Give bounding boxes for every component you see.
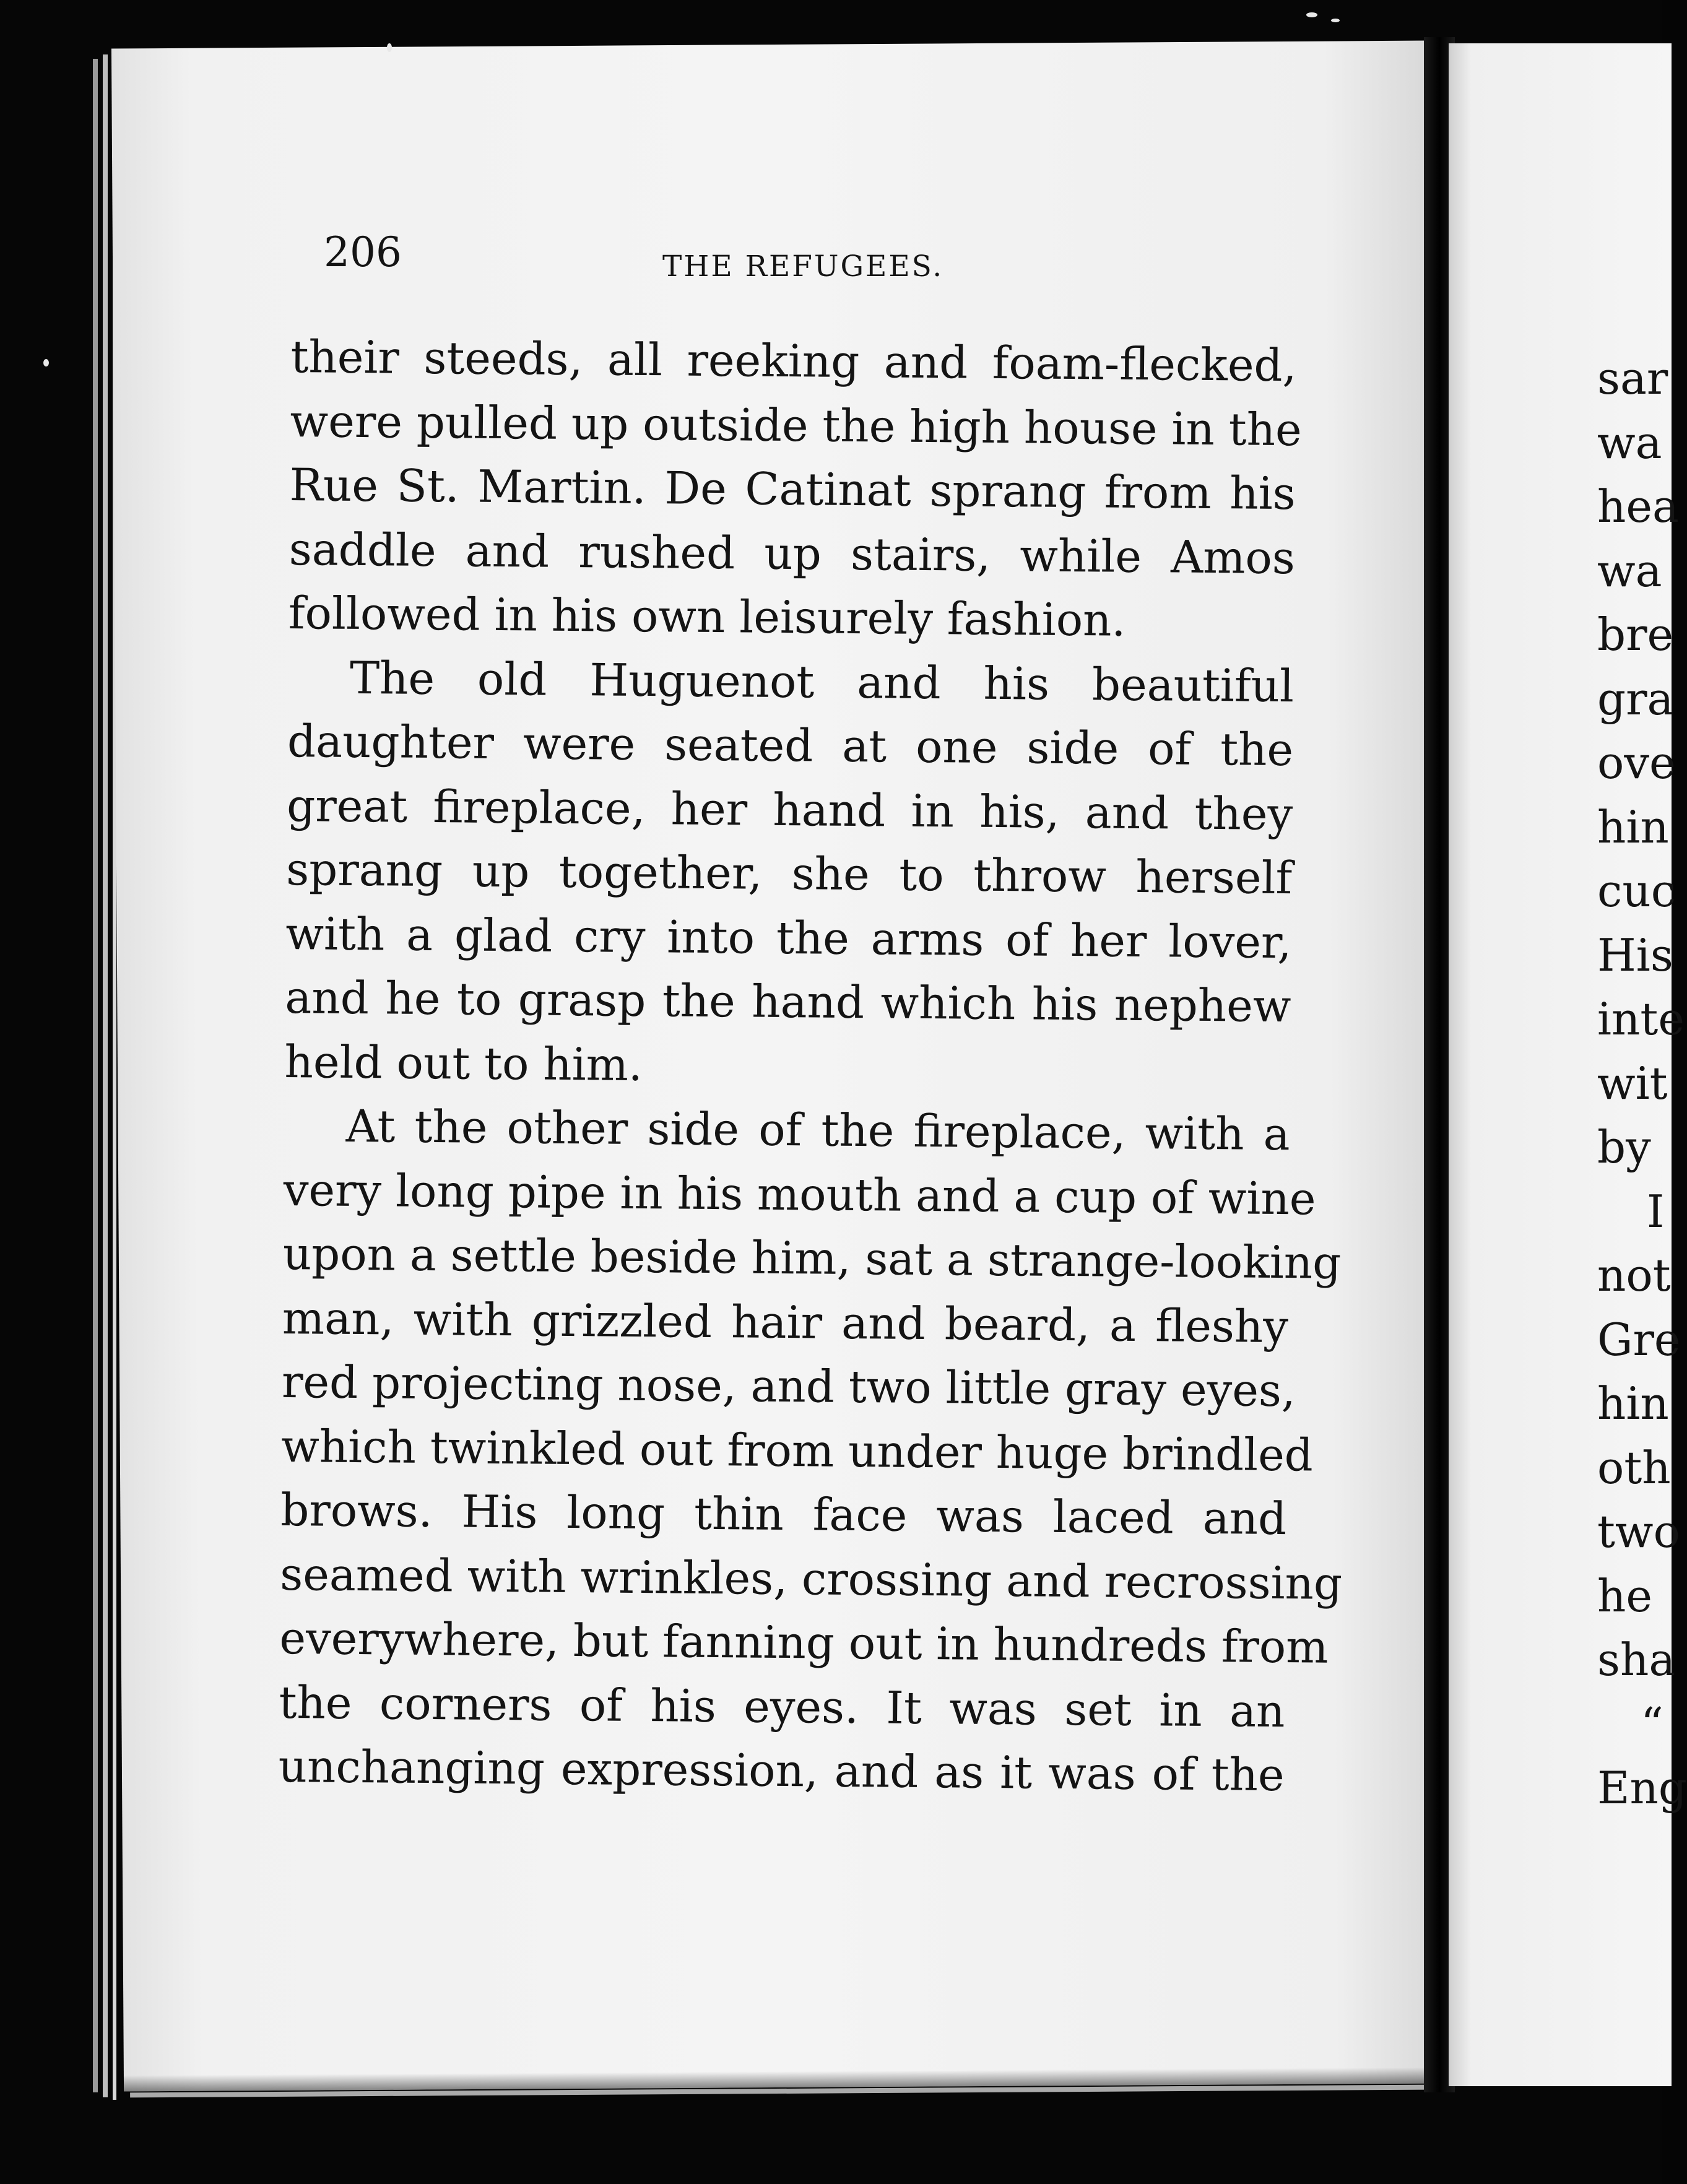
- text-line: and he to grasp the hand which his nephew: [285, 971, 1291, 1033]
- text-line-fragment: His: [1597, 929, 1673, 981]
- text-line: daughter were seated at one side of the: [287, 714, 1294, 776]
- text-line: held out to him.: [284, 1035, 643, 1091]
- text-line-fragment: inte: [1597, 993, 1685, 1045]
- text-line: brows. His long thin face was laced and: [280, 1483, 1287, 1545]
- text-line: man, with grizzled hair and beard, a fleshy: [282, 1291, 1289, 1353]
- text-line: At the other side of the fireplace, with a: [345, 1099, 1291, 1161]
- text-line-fragment: gra: [1597, 672, 1674, 725]
- text-line-fragment: by: [1597, 1121, 1651, 1173]
- text-line: their steeds, all reeking and foam-flecked,: [290, 330, 1297, 392]
- text-line: Rue St. Martin. De Catinat sprang from his: [289, 458, 1296, 520]
- text-line: very long pipe in his mouth and a cup of wine: [283, 1163, 1316, 1224]
- text-line-fragment: wa: [1597, 416, 1662, 469]
- text-line: red projecting nose, and two little gray eyes,: [281, 1355, 1296, 1417]
- scan-speck: [387, 43, 392, 52]
- text-line: followed in his own leisurely fashion.: [288, 586, 1126, 646]
- text-line-fragment: oth: [1597, 1441, 1671, 1494]
- text-line-fragment: ove: [1597, 737, 1676, 789]
- text-line: great fireplace, her hand in his, and they: [286, 779, 1293, 840]
- text-line: which twinkled out from under huge brindled: [280, 1419, 1314, 1481]
- text-line-fragment: cuc: [1597, 865, 1676, 917]
- scan-speck: [1331, 19, 1340, 22]
- scan-speck: [43, 359, 49, 366]
- text-line: everywhere, but fanning out in hundreds from: [279, 1611, 1329, 1673]
- running-head: THE REFUGEES.: [662, 249, 944, 284]
- text-line-fragment: bre: [1597, 609, 1674, 661]
- text-line: were pulled up outside the high house in the: [290, 394, 1303, 456]
- scan-speck: [1306, 12, 1317, 17]
- text-line-fragment: wit: [1597, 1057, 1668, 1109]
- right-page-text: [1597, 347, 1687, 1821]
- text-line: the corners of his eyes. It was set in an: [279, 1676, 1285, 1737]
- text-line: sprang up together, she to throw herself: [285, 843, 1293, 904]
- text-line-fragment: Gre: [1597, 1313, 1681, 1366]
- text-line-fragment: sar: [1597, 352, 1668, 404]
- text-line-fragment: I: [1647, 1185, 1665, 1237]
- text-line-fragment: wa: [1597, 544, 1662, 597]
- text-line-fragment: hea: [1597, 480, 1679, 532]
- text-line: The old Huguenot and his beautiful: [349, 651, 1295, 712]
- text-line-fragment: not: [1597, 1249, 1671, 1301]
- text-line-fragment: Eng: [1597, 1762, 1687, 1814]
- text-line: upon a settle beside him, sat a strange-looking: [282, 1227, 1342, 1289]
- text-line: with a glad cry into the arms of her lover,: [285, 907, 1292, 968]
- text-line-fragment: sha: [1597, 1634, 1676, 1686]
- text-line-fragment: hin: [1597, 800, 1669, 853]
- text-line: saddle and rushed up stairs, while Amos: [288, 522, 1296, 584]
- page-number: 206: [324, 228, 402, 276]
- text-line-fragment: hin: [1597, 1377, 1669, 1429]
- page-edge: [93, 59, 98, 2092]
- body-text: [278, 325, 1343, 1808]
- text-line-fragment: “: [1641, 1697, 1663, 1750]
- text-line-fragment: two: [1597, 1506, 1680, 1558]
- text-line: unchanging expression, and as it was of the: [278, 1740, 1285, 1801]
- page-edge: [103, 54, 108, 2097]
- text-line: seamed with wrinkles, crossing and recrossing: [280, 1548, 1343, 1610]
- text-line-fragment: he: [1597, 1569, 1652, 1622]
